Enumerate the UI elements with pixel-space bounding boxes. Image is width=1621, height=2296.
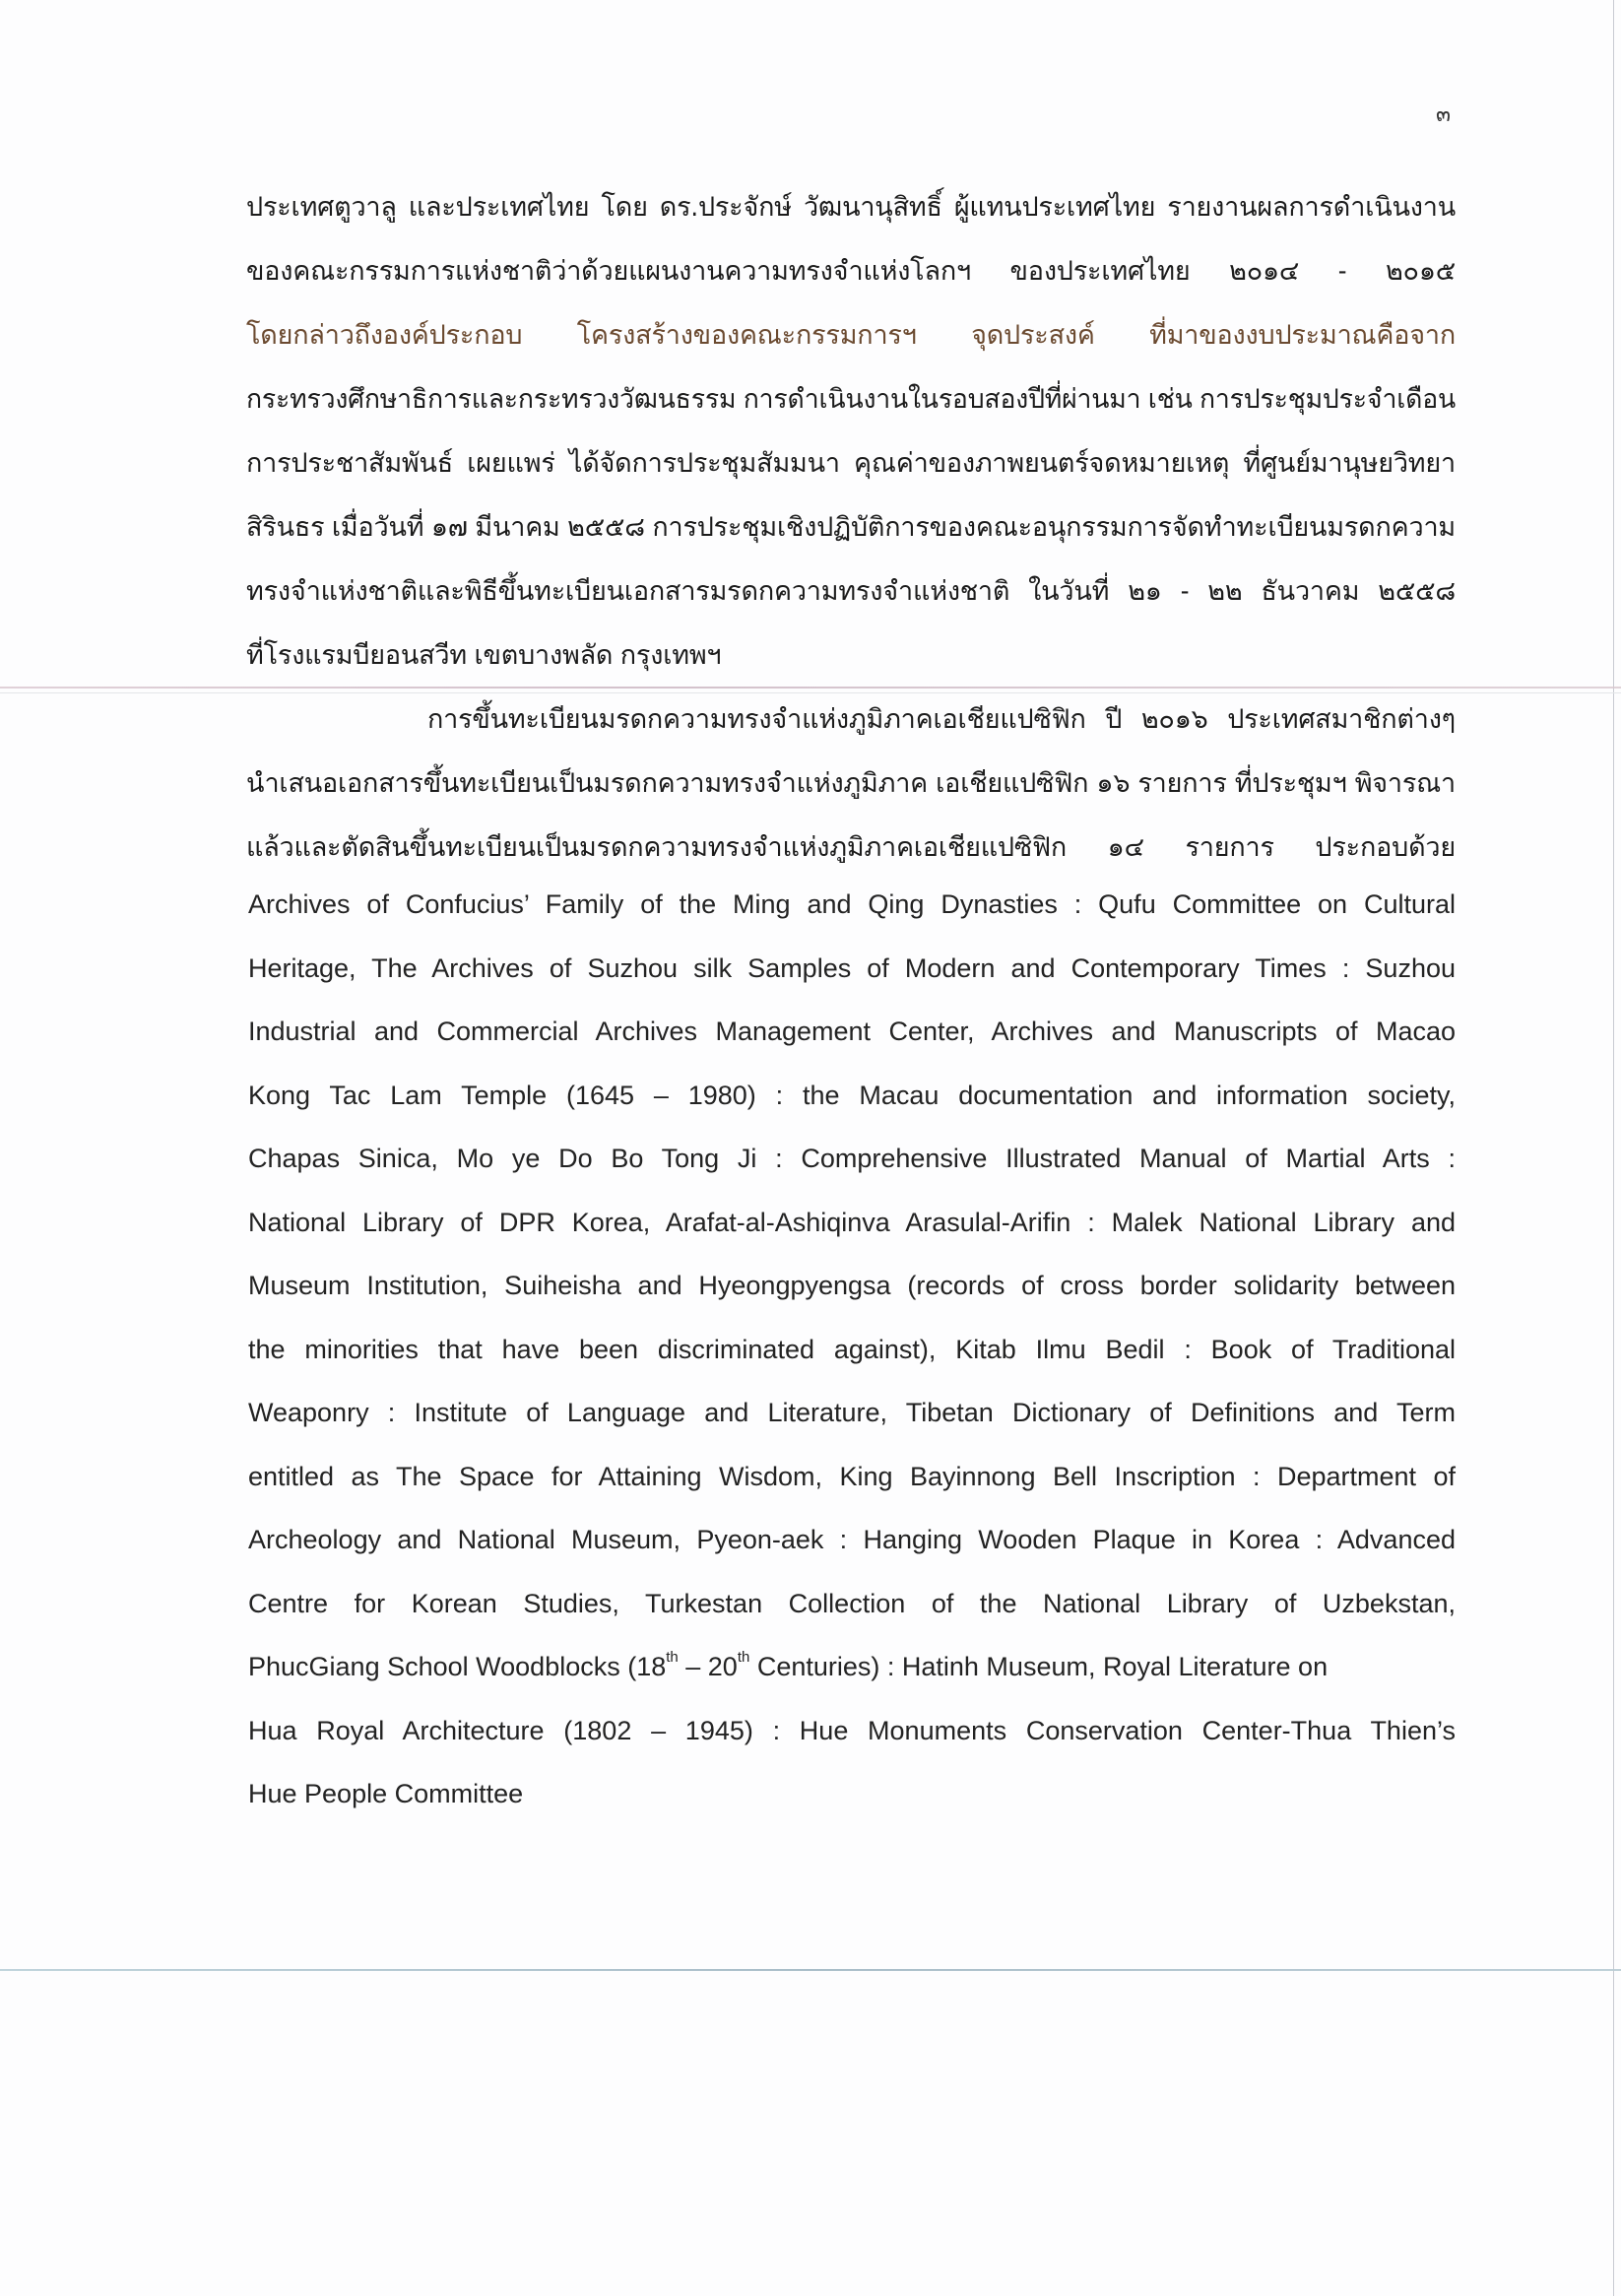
text-line: Museum Institution, Suiheisha and Hyeongpyengsa (records of cross border solidarity between (248, 1271, 1456, 1300)
text-line: นำเสนอเอกสารขึ้นทะเบียนเป็นมรดกความทรงจำแห่งภูมิภาค เอเชียแปซิฟิก ๑๖ รายการ ที่ประชุมฯ พิจารณา (246, 768, 1456, 799)
text-line: Archives of Confucius’ Family of the Ming and Qing Dynasties : Qufu Committee on Cultural (248, 889, 1456, 919)
text-line: Chapas Sinica, Mo ye Do Bo Tong Ji : Comprehensive Illustrated Manual of Martial Arts : (248, 1144, 1456, 1173)
text-line: ประเทศตูวาลู และประเทศไทย โดย ดร.ประจักษ์ วัฒนานุสิทธิ์ ผู้แทนประเทศไทย รายงานผลการดำเนินงาน (246, 192, 1456, 223)
text-line: Weaponry : Institute of Language and Literature, Tibetan Dictionary of Definitions and Term (248, 1398, 1456, 1427)
text-line: สิรินธร เมื่อวันที่ ๑๗ มีนาคม ๒๕๕๘ การประชุมเชิงปฏิบัติการของคณะอนุกรรมการจัดทำทะเบียนมรดกความ (246, 512, 1456, 543)
text-line: Archeology and National Museum, Pyeon-aek : Hanging Wooden Plaque in Korea : Advanced (248, 1525, 1456, 1554)
paragraph-1 (246, 175, 1456, 688)
text-line: การขึ้นทะเบียนมรดกความทรงจำแห่งภูมิภาคเอเชียแปซิฟิก ปี ๒๐๑๖ ประเทศสมาชิกต่างๆ (427, 704, 1456, 735)
text-line: Hue People Committee (248, 1779, 524, 1808)
text-line: Heritage, The Archives of Suzhou silk Samples of Modern and Contemporary Times : Suzhou (248, 952, 1456, 983)
paragraph-2-english-list (248, 873, 1456, 1826)
superscript: th (737, 1649, 750, 1666)
page-number: ๓ (1436, 102, 1452, 127)
text-line: กระทรวงศึกษาธิการและกระทรวงวัฒนธรรม การดำเนินงานในรอบสองปีที่ผ่านมา เช่น การประชุมประจำเดือน (246, 384, 1456, 415)
scan-artifact-line (0, 1969, 1621, 1971)
text-line: โดยกล่าวถึงองค์ประกอบ โครงสร้างของคณะกรรมการฯ จุดประสงค์ ที่มาของงบประมาณคือจาก (246, 320, 1456, 351)
paragraph-2-thai (246, 688, 1456, 880)
text-fragment: PhucGiang School Woodblocks (18 (248, 1652, 667, 1681)
text-line: การประชาสัมพันธ์ เผยแพร่ ได้จัดการประชุมสัมมนา คุณค่าของภาพยนตร์จดหมายเหตุ ที่ศูนย์มานุษยวิทยา (246, 448, 1456, 479)
text-line: Centre for Korean Studies, Turkestan Collection of the National Library of Uzbekstan, (248, 1588, 1456, 1618)
text-line: Hua Royal Architecture (1802 – 1945) : Hue Monuments Conservation Center-Thua Thien’s (248, 1715, 1456, 1745)
text-fragment: – 20 (678, 1652, 738, 1681)
superscript: th (666, 1649, 679, 1666)
page-edge (1613, 0, 1614, 2296)
text-line-with-superscripts (248, 1635, 1456, 1699)
text-line: ของคณะกรรมการแห่งชาติว่าด้วยแผนงานความทรงจำแห่งโลกฯ ของประเทศไทย ๒๐๑๔ - ๒๐๑๕ (246, 256, 1456, 287)
text-line: Industrial and Commercial Archives Management Center, Archives and Manuscripts of Macao (248, 1017, 1456, 1046)
text-line: National Library of DPR Korea, Arafat-al-Ashiqinva Arasulal-Arifin : Malek National Library and (248, 1207, 1456, 1237)
text-line: ทรงจำแห่งชาติและพิธีขึ้นทะเบียนเอกสารมรดกความทรงจำแห่งชาติ ในวันที่ ๒๑ - ๒๒ ธันวาคม ๒๕๕๘ (246, 576, 1456, 607)
text-fragment: Centuries) : Hatinh Museum, Royal Literature on (749, 1652, 1329, 1681)
text-line: ที่โรงแรมบียอนสวีท เขตบางพลัด กรุงเทพฯ (246, 640, 722, 671)
text-line: แล้วและตัดสินขึ้นทะเบียนเป็นมรดกความทรงจำแห่งภูมิภาคเอเชียแปซิฟิก ๑๔ รายการ ประกอบด้วย (246, 832, 1456, 863)
text-line: entitled as The Space for Attaining Wisdom, King Bayinnong Bell Inscription : Department of (248, 1461, 1456, 1491)
text-line: Kong Tac Lam Temple (1645 – 1980) : the Macau documentation and information society, (248, 1080, 1456, 1110)
text-line: the minorities that have been discriminated against), Kitab Ilmu Bedil : Book of Traditional (248, 1334, 1456, 1364)
